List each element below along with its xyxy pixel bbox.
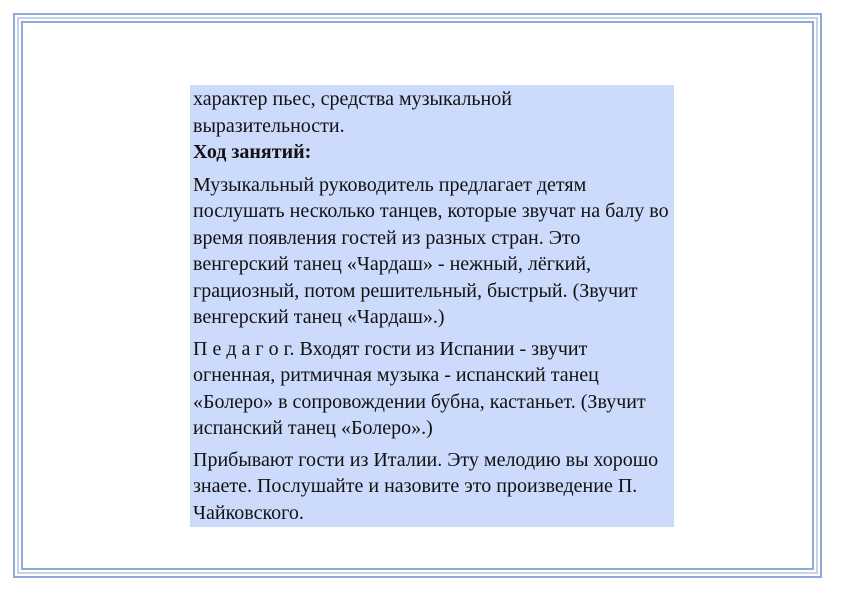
section-heading: Ход занятий:: [193, 141, 312, 163]
paragraph-dances-intro: Музыкальный руководитель предлагает детям послушать несколько танцев, которые звучат на балу во время появления гостей из разных стран. Это венгерский танец «Чардаш» - нежный, лёгкий, грациозный, потом решительный, быстрый. (Звучит венгерский танец «Чардаш».): [193, 173, 669, 328]
text-box: [190, 85, 674, 527]
paragraph-spain: П е д а г о г. Входят гости из Испании - звучит огненная, ритмичная музыка - испанский танец «Болеро» в сопровождении бубна, кастаньет. (Звучит испанский танец «Болеро».): [193, 337, 646, 439]
intro-line-1: характер пьес, средства музыкальной: [193, 88, 512, 110]
paragraph-italy: Прибывают гости из Италии. Эту мелодию вы хорошо знаете. Послушайте и назовите это произведение П. Чайковского.: [193, 448, 659, 524]
intro-text: [193, 85, 671, 139]
intro-line-2: выразительности.: [193, 114, 345, 137]
